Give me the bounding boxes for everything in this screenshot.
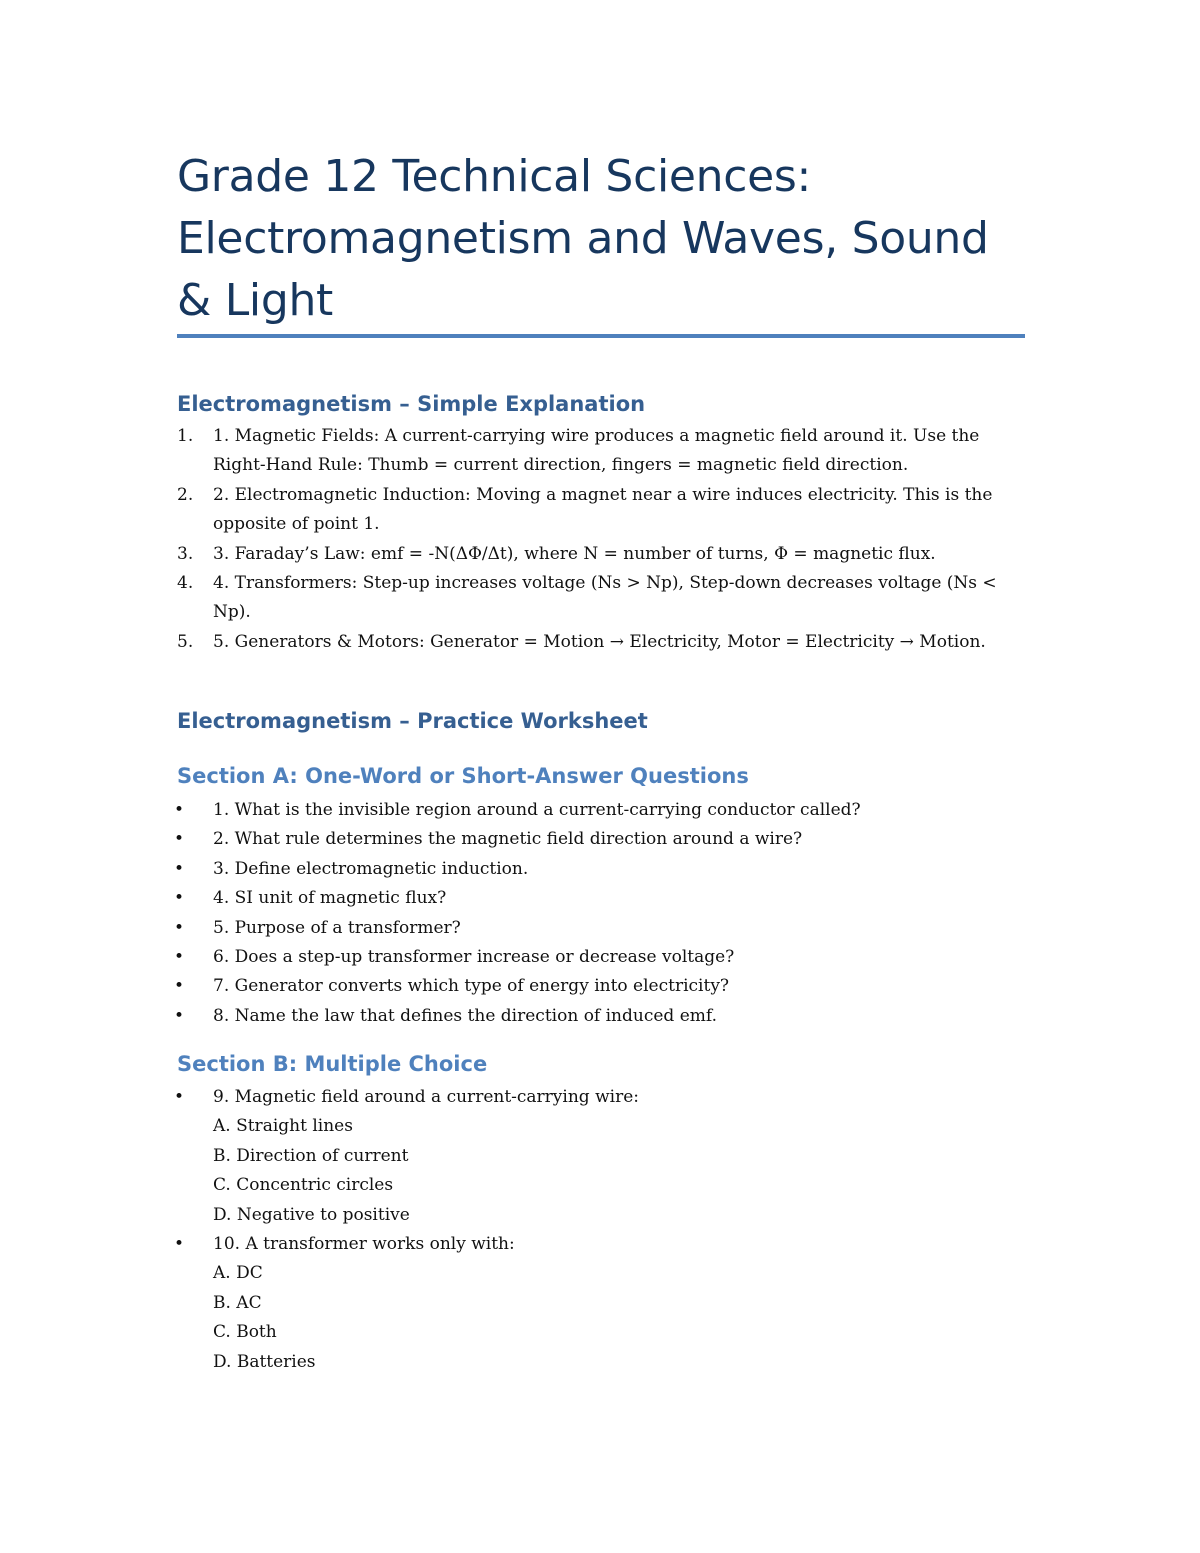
question-text: 2. What rule determines the magnetic field direction around a wire?: [213, 829, 803, 850]
title-underline: [177, 334, 1025, 338]
mc-option: A. DC: [213, 1263, 263, 1284]
explanation-item: [177, 481, 1025, 540]
mc-question-text: 10. A transformer works only with:: [213, 1234, 515, 1255]
section-b-heading: Section B: Multiple Choice: [177, 1052, 488, 1076]
mc-option: B. Direction of current: [213, 1145, 409, 1166]
mc-option: A. Straight lines: [213, 1116, 353, 1137]
mc-question-text: 9. Magnetic field around a current-carrying wire:: [213, 1087, 639, 1107]
question-item: [174, 796, 1025, 825]
question-item: [174, 972, 1025, 1001]
section-a-list: [174, 796, 1025, 1031]
question-text: 4. SI unit of magnetic flux?: [213, 888, 447, 909]
mc-option: D. Batteries: [213, 1351, 316, 1372]
mc-option: D. Negative to positive: [213, 1204, 410, 1225]
bullet: •: [174, 829, 185, 850]
bullet: •: [174, 1005, 185, 1026]
mc-question: [174, 1230, 1025, 1377]
explanation-item: [177, 569, 1025, 628]
explanation-item: [177, 628, 1025, 657]
question-text: 8. Name the law that defines the direction of induced emf.: [213, 1005, 717, 1026]
explanation-list: [177, 422, 1025, 657]
explanation-item-text: 3. Faraday’s Law: emf = -N(ΔΦ/Δt), where N = number of turns, Φ = magnetic flux.: [213, 543, 936, 564]
question-item: [174, 855, 1025, 884]
question-item: [174, 1002, 1025, 1031]
section-b-list: [174, 1083, 1025, 1377]
list-number: 1.: [177, 426, 194, 446]
bullet: •: [174, 917, 185, 938]
list-number: 3.: [177, 543, 194, 564]
question-item: [174, 943, 1025, 972]
question-item: [174, 914, 1025, 943]
explanation-item: [177, 540, 1025, 569]
document-title: Grade 12 Technical Sciences: Electromagnetism and Waves, Sound & Light: [177, 151, 989, 326]
explanation-heading: Electromagnetism – Simple Explanation: [177, 392, 646, 416]
bullet: •: [174, 800, 185, 820]
question-text: 6. Does a step-up transformer increase or decrease voltage?: [213, 947, 735, 968]
mc-option: B. AC: [213, 1292, 262, 1313]
bullet: •: [174, 947, 185, 968]
bullet: •: [174, 976, 185, 997]
mc-option: C. Both: [213, 1322, 277, 1343]
list-number: 2.: [177, 484, 194, 505]
mc-option: C. Concentric circles: [213, 1175, 394, 1196]
explanation-item-text: 1. Magnetic Fields: A current-carrying wire produces a magnetic field around it. Use the Right-Hand Rule: Thumb = current direction, fingers = magnetic field direction.: [213, 426, 980, 476]
bullet: •: [174, 1087, 185, 1107]
bullet: •: [174, 888, 185, 909]
list-number: 5.: [177, 631, 194, 652]
question-text: 5. Purpose of a transformer?: [213, 917, 461, 938]
bullet: •: [174, 1234, 185, 1255]
question-text: 3. Define electromagnetic induction.: [213, 858, 529, 879]
bullet: •: [174, 858, 185, 879]
list-number: 4.: [177, 573, 194, 594]
section-a-heading: Section A: One-Word or Short-Answer Questions: [177, 764, 749, 788]
question-text: 1. What is the invisible region around a current-carrying conductor called?: [213, 800, 861, 820]
question-item: [174, 825, 1025, 854]
explanation-item-text: 5. Generators & Motors: Generator = Motion → Electricity, Motor = Electricity → Motion.: [213, 631, 986, 652]
explanation-item-text: 4. Transformers: Step-up increases voltage (Ns > Np), Step-down decreases voltage (Ns < Np).: [213, 573, 997, 623]
question-text: 7. Generator converts which type of energy into electricity?: [213, 976, 730, 997]
mc-question: [174, 1083, 1025, 1230]
question-item: [174, 884, 1025, 913]
worksheet-heading: Electromagnetism – Practice Worksheet: [177, 709, 648, 733]
explanation-item-text: 2. Electromagnetic Induction: Moving a magnet near a wire induces electricity. This is the opposite of point 1.: [213, 484, 993, 535]
explanation-item: [177, 422, 1025, 481]
